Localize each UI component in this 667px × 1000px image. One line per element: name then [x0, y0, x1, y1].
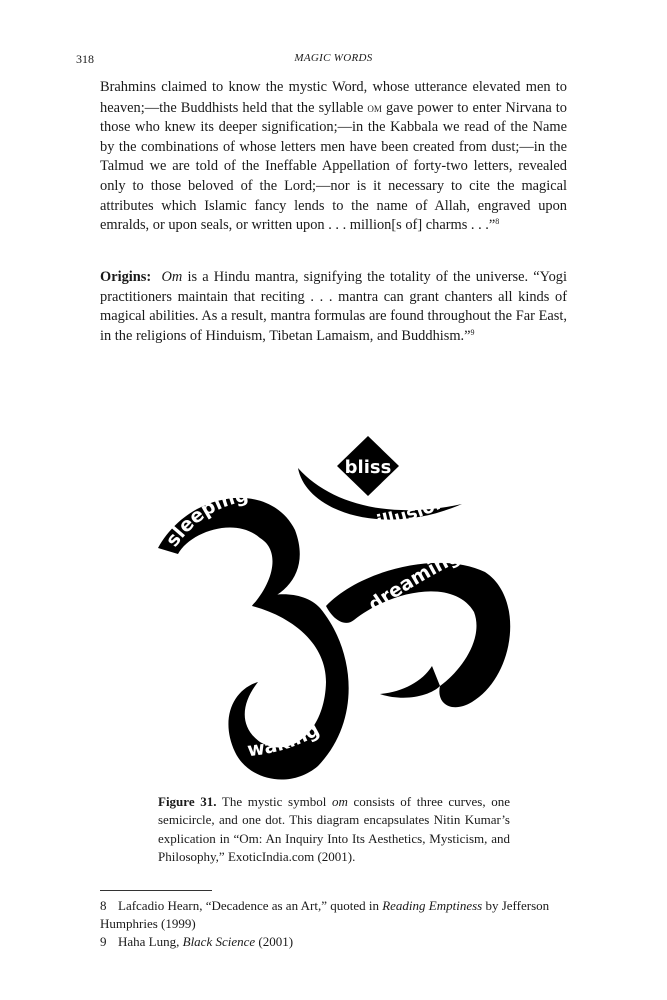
label-bliss: bliss — [344, 457, 392, 478]
label-sleeping-path: sleeping — [161, 483, 251, 551]
origins-label: Origins: — [100, 269, 152, 285]
label-illusion-path: illusion — [374, 490, 450, 533]
caption-text-a: The mystic symbol — [216, 794, 332, 809]
note-ref-8: 8 — [495, 217, 500, 227]
footnote-title: Reading Emptiness — [382, 898, 483, 913]
footnote-text: (2001) — [255, 934, 294, 949]
om-small-caps: om — [367, 99, 382, 115]
om-term: Om — [161, 269, 183, 285]
note-ref-9: 9 — [470, 327, 475, 337]
label-dreaming-path: dreaming — [364, 544, 465, 617]
footnote-text: Lafcadio Hearn, “Decadence as an Art,” quoted in — [118, 898, 383, 913]
origins-text: is a Hindu mantra, signifying the totality of the universe. “Yogi practitioners maintain that reciting . . . mantra can grant chanters all kinds of magical abilities. As a result, mantra formulas are found throughout the Far East, in the religions of Hinduism, Tibetan Lamaism, and Buddhism.” — [100, 269, 567, 344]
figure-label: Figure 31. — [158, 794, 217, 809]
paragraph-origins — [100, 268, 567, 346]
om-right-tail — [380, 666, 440, 698]
footnote-text: Haha Lung, — [118, 934, 183, 949]
footnote-rule — [100, 890, 212, 891]
footnote-text: by Jefferson Humphries (1999) — [100, 898, 550, 932]
figure-caption — [158, 793, 510, 867]
caption-om-term: om — [331, 794, 348, 809]
footnote-number: 8 — [100, 898, 107, 913]
footnote-title: Black Science — [182, 934, 256, 949]
paragraph1-text-a: Brahmins claimed to know the mystic Word, whose utterance elevated men to heaven;—the Buddhists held that the syllable — [100, 79, 567, 116]
footnote-number: 9 — [100, 934, 107, 949]
om-upper-curve — [158, 498, 300, 606]
paragraph-brahmins — [100, 78, 567, 236]
running-head: MAGIC WORDS — [294, 52, 373, 64]
om-symbol-figure — [140, 420, 520, 780]
caption-text-b: consists of three curves, one semicircle, and one dot. This diagram encapsulates Nitin Kumar’s explication in “Om: An Inquiry Into Its Aesthetics, Mysticism, and Philosophy,” ExoticIndia.com (2001). — [158, 794, 510, 865]
footnote-8 — [100, 897, 567, 933]
paragraph1-text-b: gave power to enter Nirvana to those who knew its deeper signification;—in the Kabbala we read of the Name by the combinations of whose letters men have been created from dust;—in the Talmud we are told of the Ineffable Appellation of forty-two letters, revealed only to those beloved of the Lord;—nor is it necessary to cite the magical attributes which Islamic fancy lends to the name of Allah, engraved upon emralds, or upon seals, or written upon . . . million[s of] charms . . .” — [100, 99, 567, 234]
label-illusion — [375, 491, 450, 533]
footnote-9 — [100, 933, 567, 951]
page-number: 318 — [76, 52, 94, 66]
label-waking-path: waking — [246, 718, 324, 762]
